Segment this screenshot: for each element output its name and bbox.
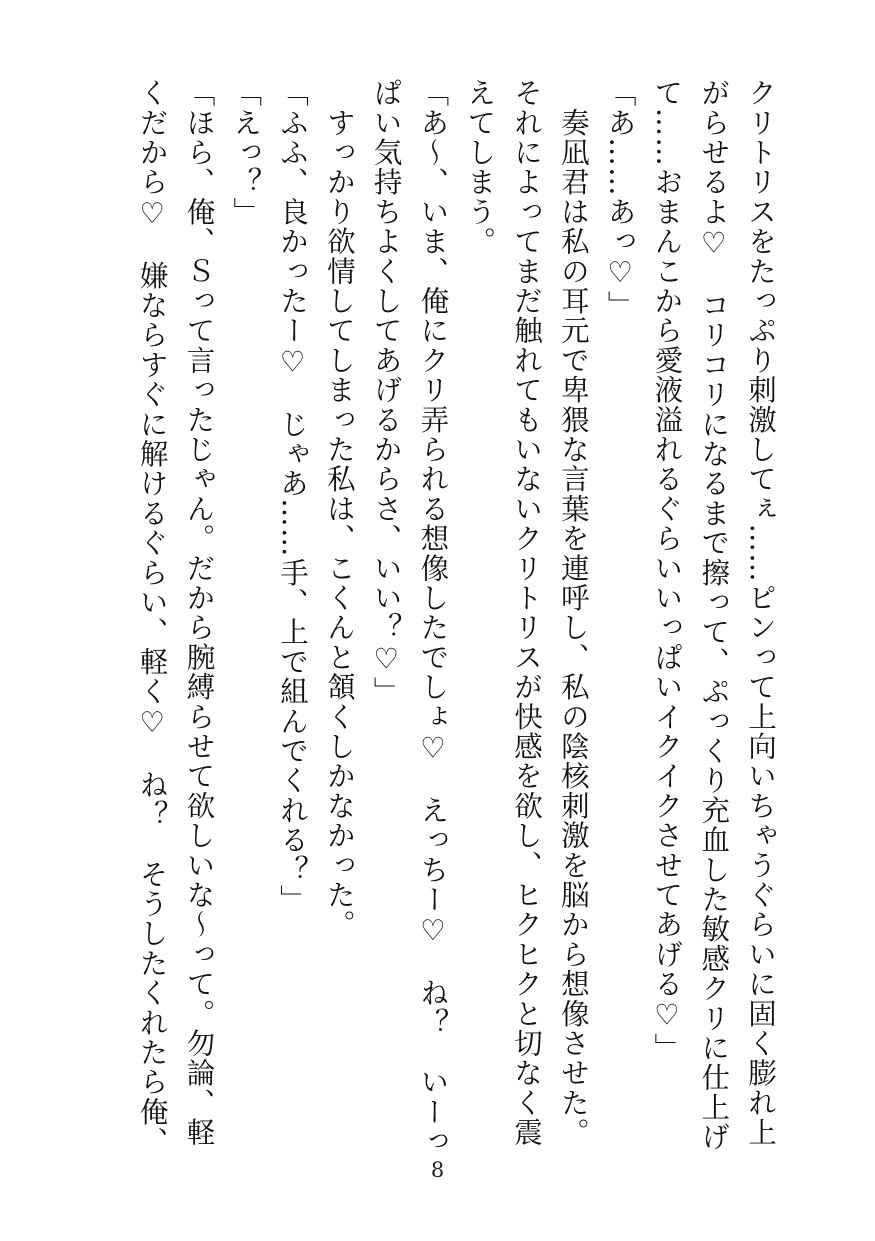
text-line: 「ほら、俺、Ｓって言ったじゃん。だから腕縛らせて欲しいな〜って。勿論、軽 [182,78,216,1148]
text-line: ぱい気持ちよくしてあげるからさ、いい？♡」 [369,78,403,707]
text-line: 「あ……あっ♡」 [603,78,637,321]
page-number: 8 [430,1158,445,1182]
body-text-vertical [83,78,783,1158]
text-line: がらせるよ♡ コリコリになるまで擦って、ぷっくり充血した敏感クリに仕上げ [697,78,731,1152]
text-line: 奏凪君は私の耳元で卑猥な言葉を連呼し、私の陰核刺激を脳から想像させた。 [556,78,590,1148]
text-line: すっかり欲情してしまった私は、こくんと頷くしかなかった。 [322,78,356,940]
text-line: 「ふふ、良かったー♡ じゃあ……手、上で組んでくれる？」 [276,78,310,915]
text-line: 「あ〜、いま、俺にクリ弄られる想像したでしょ♡ えっちー♡ ね？ いーっ [416,78,450,1157]
text-line: くだから♡ 嫌ならすぐに解けるぐらい、軽く♡ ね？ そうしたくれたら俺、 [135,78,169,1157]
text-line: 「えっ？」 [229,78,263,227]
text-line: て……おまんこから愛液溢れるぐらいいっぱいイクイクさせてあげる♡」 [650,78,684,1063]
text-line: クリトリスをたっぷり刺激してぇ……ピンって上向いちゃうぐらいに固く膨れ上 [744,78,777,1148]
text-line: えてしまう。 [463,78,497,257]
text-line: それによってまだ触れてもいないクリトリスが快感を欲し、ヒクヒクと切なく震 [510,78,544,1148]
